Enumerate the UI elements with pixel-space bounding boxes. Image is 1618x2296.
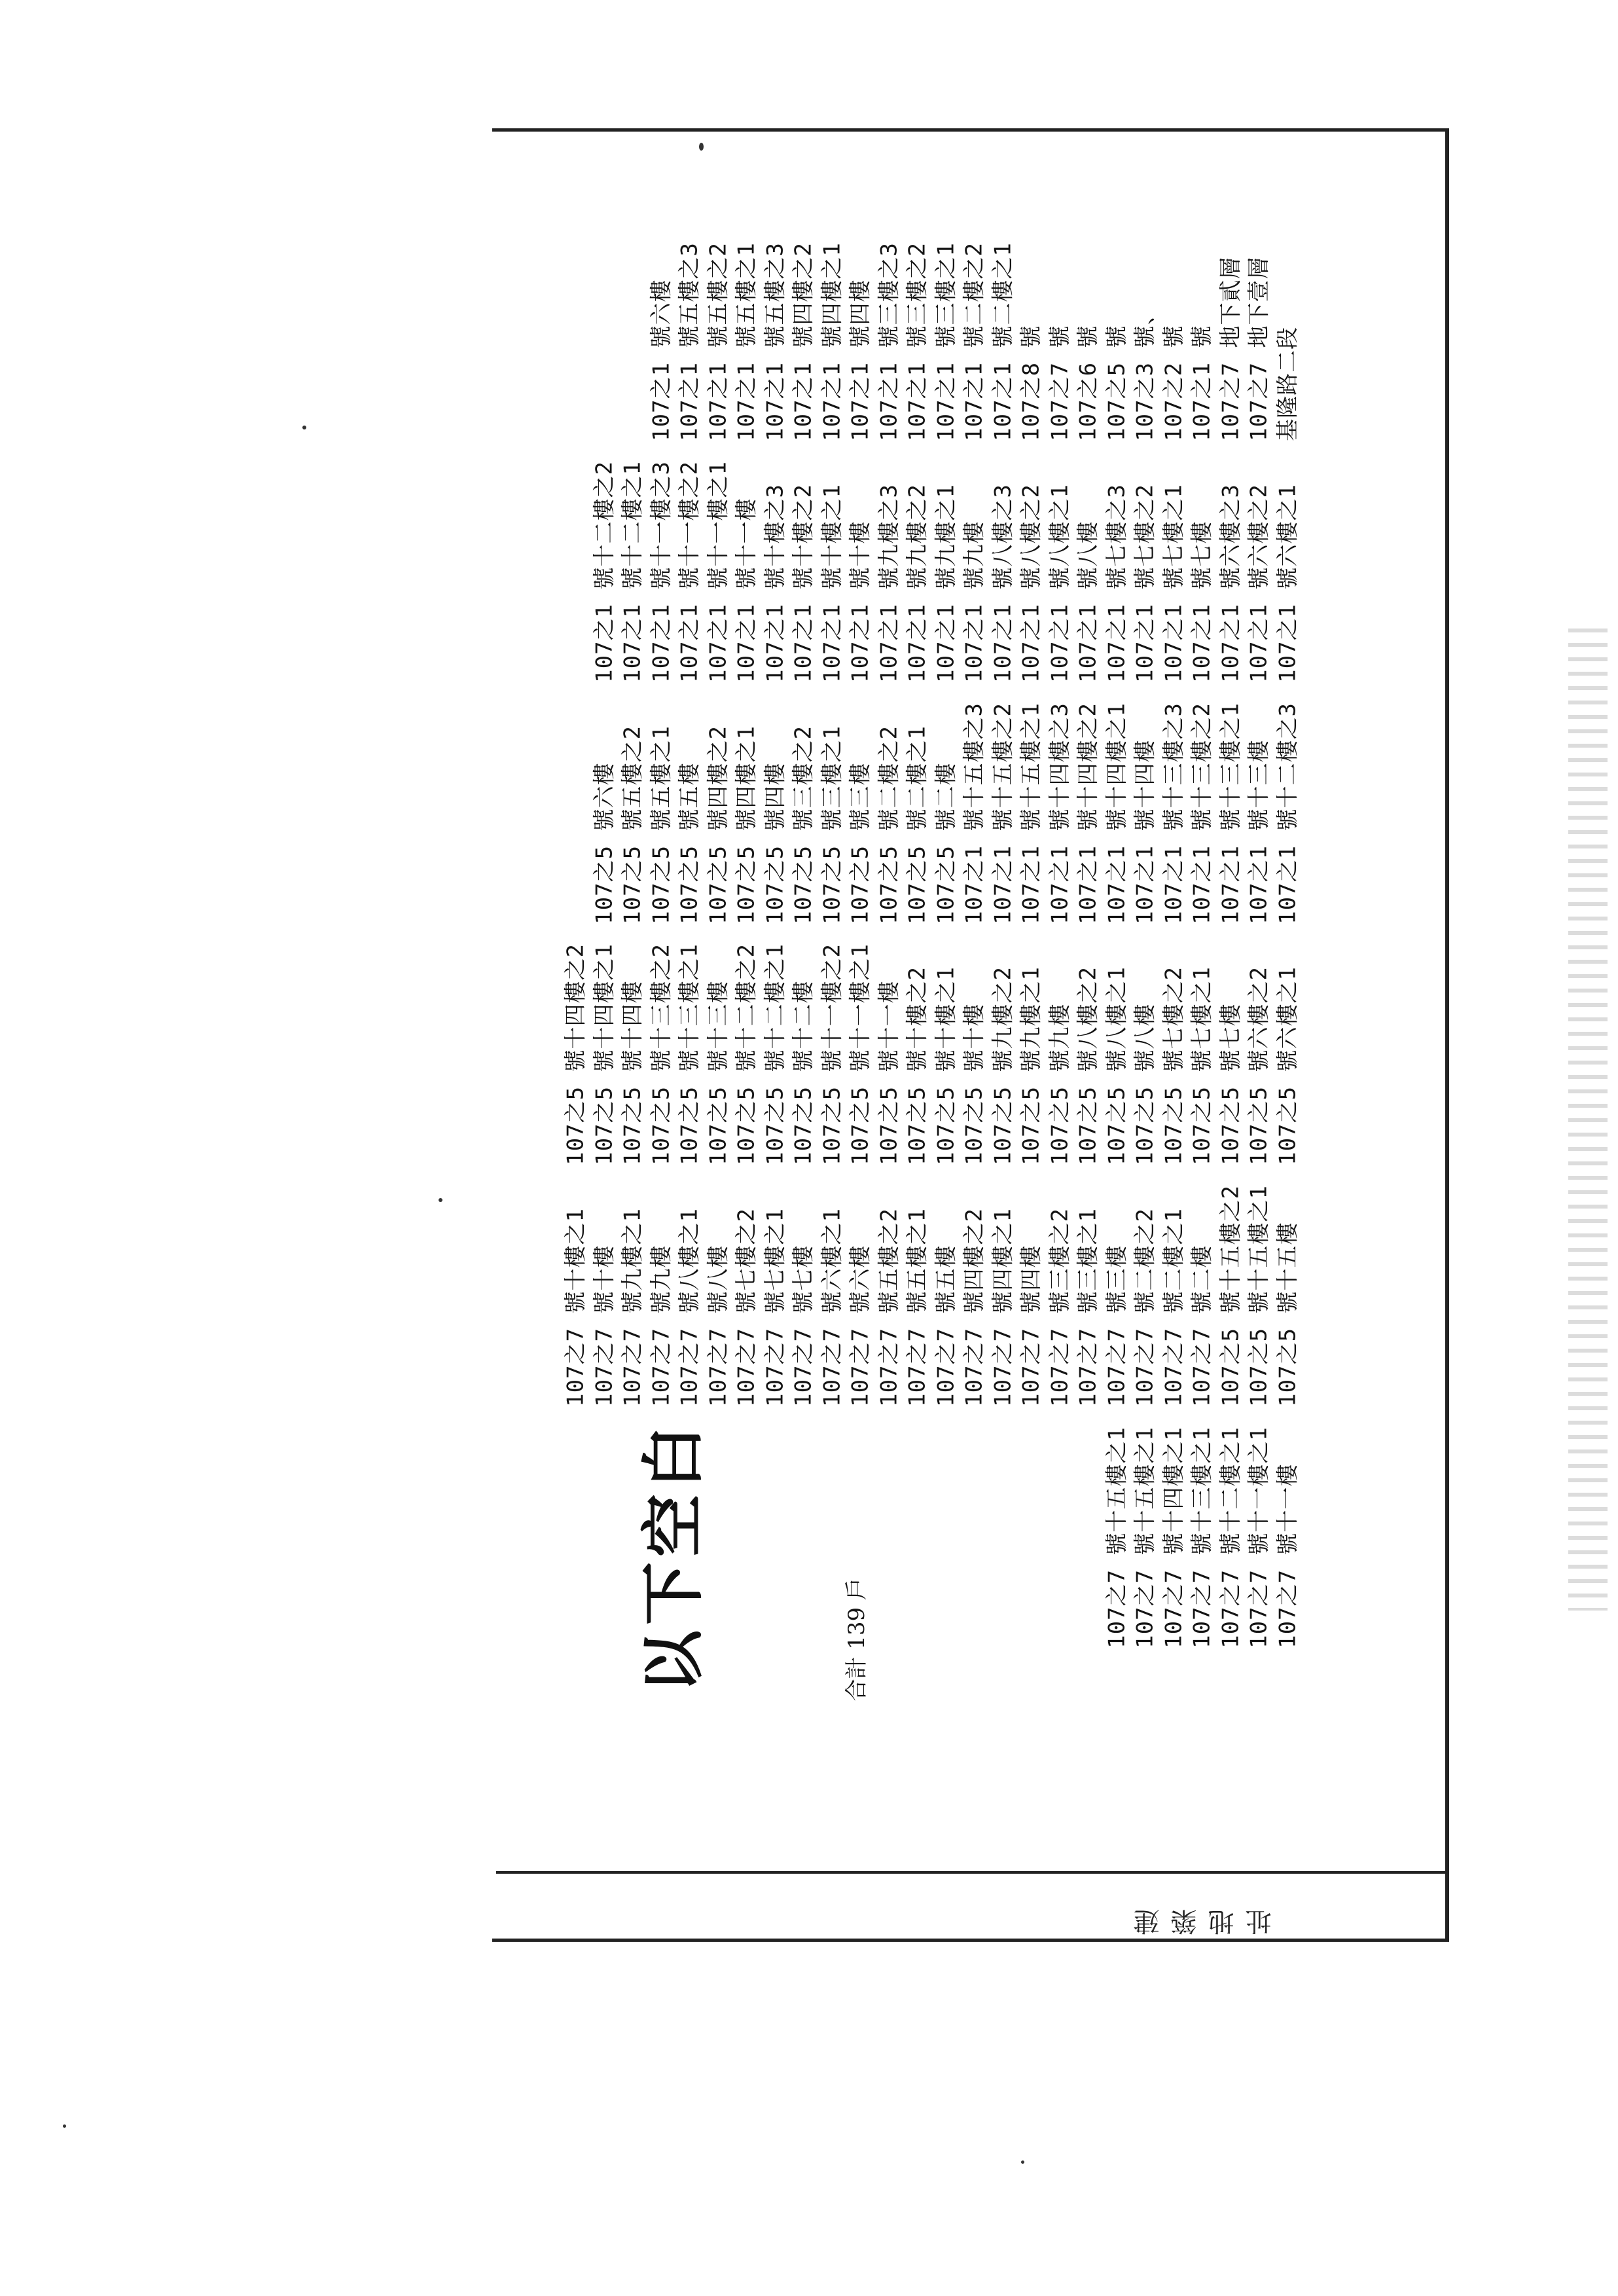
address-line: 107之1 號 — [1189, 325, 1215, 441]
address-line: 107之1 號八樓之3 — [990, 483, 1016, 683]
address-line: 107之7 號十三樓之1 — [1189, 1427, 1215, 1649]
footer-label-text: 建築地址 — [1134, 1905, 1276, 1935]
address-line: 107之1 號十一樓之1 — [705, 460, 732, 683]
address-line: 107之1 號十五樓之1 — [1018, 702, 1045, 924]
address-line: 107之7 號三樓之1 — [1075, 1208, 1102, 1408]
address-line: 107之1 號六樓之2 — [1246, 483, 1272, 683]
address-line: 107之1 號三樓之2 — [905, 242, 931, 441]
address-line: 107之5 號十三樓 — [705, 980, 732, 1166]
scan-speck — [439, 1198, 442, 1202]
address-line: 107之1 號七樓之1 — [1160, 483, 1187, 683]
address-line: 107之1 號九樓之3 — [876, 483, 903, 683]
address-line: 107之1 號十樓之3 — [762, 483, 789, 683]
address-line: 107之6 號 — [1075, 325, 1102, 441]
address-line: 107之7 號五樓之2 — [876, 1208, 903, 1408]
address-line: 107之7 號三樓之2 — [1047, 1208, 1073, 1408]
address-line: 107之5 號五樓之1 — [648, 725, 675, 924]
address-column — [563, 943, 1303, 1166]
address-line: 107之5 號七樓之2 — [1160, 966, 1187, 1166]
address-line: 107之5 號四樓之1 — [734, 725, 760, 924]
address-line: 107之7 號六樓之1 — [819, 1208, 846, 1408]
address-column — [576, 702, 1303, 924]
address-line: 107之7 號 — [1047, 325, 1073, 441]
address-line: 107之7 號五樓 — [933, 1245, 960, 1408]
address-line: 107之7 號八樓 — [705, 1245, 732, 1408]
address-line: 107之7 號四樓之1 — [990, 1208, 1016, 1408]
address-line: 107之1 號二樓之2 — [962, 242, 988, 441]
address-line: 107之7 號十一樓 — [1274, 1463, 1301, 1649]
address-line: 107之5 號十樓之2 — [905, 966, 931, 1166]
address-line: 107之7 號十二樓之1 — [1217, 1427, 1244, 1649]
handwritten-blank-note: 以下空白 — [636, 1421, 710, 1693]
address-line: 107之5 號十二樓之1 — [762, 943, 789, 1166]
address-line: 107之1 號五樓之3 — [762, 242, 789, 441]
address-line: 107之1 號十四樓之3 — [1047, 702, 1073, 924]
address-line: 107之5 號十五樓 — [1274, 1222, 1301, 1408]
address-line: 107之1 號四樓之2 — [791, 242, 817, 441]
address-line: 107之1 號七樓之2 — [1132, 483, 1159, 683]
total-units: 合計 139 戶 — [844, 1578, 870, 1702]
address-line: 107之3 號、 — [1132, 302, 1159, 441]
address-line: 107之1 號十三樓之1 — [1217, 702, 1244, 924]
address-line: 107之7 號三樓 — [1104, 1245, 1130, 1408]
address-line: 107之7 號四樓 — [1018, 1245, 1045, 1408]
address-line: 107之1 號四樓之1 — [819, 242, 846, 441]
address-line: 107之5 號五樓之2 — [620, 725, 646, 924]
address-line: 107之5 號二樓之2 — [876, 725, 903, 924]
address-line: 107之5 號二樓 — [933, 762, 960, 924]
address-line: 107之7 號十五樓之1 — [1132, 1427, 1159, 1649]
address-line: 107之8 號 — [1018, 325, 1045, 441]
address-line: 107之1 號十三樓 — [1246, 739, 1272, 924]
address-line: 107之1 號十四樓之1 — [1104, 702, 1130, 924]
footer-label — [1126, 1876, 1283, 1935]
address-line: 107之7 號四樓之2 — [962, 1208, 988, 1408]
address-line: 107之1 號七樓 — [1189, 520, 1215, 683]
address-table-rotated — [563, 242, 1303, 1807]
scan-speck — [699, 143, 704, 151]
address-line: 107之5 號八樓之2 — [1075, 966, 1102, 1166]
address-line: 107之5 號十四樓之1 — [591, 943, 618, 1166]
address-line: 基隆路二段 — [1274, 326, 1301, 441]
address-line: 107之1 號十五樓之3 — [962, 702, 988, 924]
scan-edge-noise — [1568, 629, 1608, 1611]
address-line: 107之1 號十樓 — [848, 520, 874, 683]
address-line: 107之1 號六樓 — [648, 279, 675, 441]
address-line: 107之1 號十三樓之2 — [1189, 702, 1215, 924]
address-line: 107之2 號 — [1160, 325, 1187, 441]
address-line: 107之1 號二樓之1 — [990, 242, 1016, 441]
address-line: 107之1 號七樓之3 — [1104, 483, 1130, 683]
address-line: 107之1 號十四樓 — [1132, 739, 1159, 924]
address-line: 107之5 號十一樓之1 — [848, 943, 874, 1166]
address-line: 107之1 號十二樓之3 — [1274, 702, 1301, 924]
address-line: 107之1 號十樓之1 — [819, 483, 846, 683]
address-line: 107之5 號八樓 — [1132, 1003, 1159, 1166]
address-line: 107之7 地下貳層 — [1217, 256, 1244, 441]
address-line: 107之7 號七樓 — [791, 1245, 817, 1408]
scan-speck — [1021, 2160, 1024, 2164]
address-line: 107之1 號九樓 — [962, 520, 988, 683]
address-line: 107之7 號二樓之1 — [1160, 1208, 1187, 1408]
address-line: 107之7 號九樓 — [648, 1245, 675, 1408]
address-line: 107之1 號八樓 — [1075, 520, 1102, 683]
address-line: 107之1 號九樓之1 — [933, 483, 960, 683]
address-line: 107之7 號十一樓之1 — [1246, 1427, 1272, 1649]
address-line: 107之5 號十二樓之2 — [734, 943, 760, 1166]
address-line: 107之5 號十五樓之2 — [1217, 1185, 1244, 1408]
address-line: 107之1 號八樓之1 — [1047, 483, 1073, 683]
address-column — [563, 1185, 1303, 1408]
address-line: 107之7 號七樓之2 — [734, 1208, 760, 1408]
address-line: 107之5 號四樓之2 — [705, 725, 732, 924]
address-line: 107之5 號十四樓之2 — [563, 943, 589, 1166]
address-line: 107之1 號十一樓之3 — [648, 460, 675, 683]
address-line: 107之7 號七樓之1 — [762, 1208, 789, 1408]
address-line: 107之1 號十三樓之3 — [1160, 702, 1187, 924]
address-line: 107之5 號三樓之1 — [819, 725, 846, 924]
address-line: 107之5 號七樓之1 — [1189, 966, 1215, 1166]
address-line: 107之5 號六樓 — [591, 762, 618, 924]
address-line: 107之7 號十四樓之1 — [1160, 1427, 1187, 1649]
address-line: 107之5 號十樓 — [962, 1003, 988, 1166]
address-line: 107之7 號九樓之1 — [620, 1208, 646, 1408]
address-line: 107之5 號九樓之1 — [1018, 966, 1045, 1166]
address-line: 107之5 號十一樓之2 — [819, 943, 846, 1166]
address-line: 107之7 號五樓之1 — [905, 1208, 931, 1408]
address-line: 107之1 號三樓之1 — [933, 242, 960, 441]
address-line: 107之1 號五樓之2 — [705, 242, 732, 441]
address-line: 107之1 號四樓 — [848, 279, 874, 441]
address-line: 107之5 號三樓 — [848, 762, 874, 924]
address-line: 107之1 號九樓之2 — [905, 483, 931, 683]
address-line: 107之1 號十二樓之1 — [620, 460, 646, 683]
address-line: 107之5 號十一樓 — [876, 980, 903, 1166]
address-line: 107之5 號五樓 — [677, 762, 703, 924]
address-line: 107之1 號十二樓之2 — [591, 460, 618, 683]
address-line: 107之1 號五樓之3 — [677, 242, 703, 441]
address-line: 107之5 號 — [1104, 325, 1130, 441]
address-line: 107之7 號二樓 — [1189, 1245, 1215, 1408]
address-line: 107之1 號十五樓之2 — [990, 702, 1016, 924]
address-line: 107之1 號十樓之2 — [791, 483, 817, 683]
address-line: 107之1 號五樓之1 — [734, 242, 760, 441]
address-line: 107之5 號十五樓之1 — [1246, 1185, 1272, 1408]
scan-speck — [302, 426, 306, 429]
address-line: 107之5 號十樓之1 — [933, 966, 960, 1166]
address-line: 107之1 號十一樓之2 — [677, 460, 703, 683]
address-line: 107之5 號四樓 — [762, 762, 789, 924]
address-line: 107之1 號六樓之1 — [1274, 483, 1301, 683]
address-line: 107之7 號十樓之1 — [563, 1208, 589, 1408]
address-column — [576, 242, 1303, 441]
address-line: 107之7 號十五樓之1 — [1104, 1427, 1130, 1649]
address-column — [576, 461, 1303, 683]
address-line: 107之5 號二樓之1 — [905, 725, 931, 924]
address-line: 107之5 號十三樓之1 — [677, 943, 703, 1166]
address-line: 107之1 號三樓之3 — [876, 242, 903, 441]
address-line: 107之7 號二樓之2 — [1132, 1208, 1159, 1408]
address-line: 107之7 地下壹層 — [1246, 256, 1272, 441]
header-rule — [496, 1871, 1445, 1874]
address-line: 107之7 號八樓之1 — [677, 1208, 703, 1408]
address-line: 107之5 號八樓之1 — [1104, 966, 1130, 1166]
address-line: 107之1 號六樓之3 — [1217, 483, 1244, 683]
address-line: 107之1 號十四樓之2 — [1075, 702, 1102, 924]
address-line: 107之7 號六樓 — [848, 1245, 874, 1408]
address-table — [563, 242, 1303, 1807]
scan-speck — [63, 2124, 66, 2128]
address-line: 107之7 號十樓 — [591, 1245, 618, 1408]
address-line: 107之5 號三樓之2 — [791, 725, 817, 924]
address-line: 107之5 號十三樓之2 — [648, 943, 675, 1166]
address-line: 107之1 號八樓之2 — [1018, 483, 1045, 683]
address-line: 107之1 號十一樓 — [734, 498, 760, 683]
address-line: 107之5 號六樓之1 — [1274, 966, 1301, 1166]
address-line: 107之5 號十四樓 — [620, 980, 646, 1166]
address-line: 107之5 號六樓之2 — [1246, 966, 1272, 1166]
address-line: 107之5 號九樓之2 — [990, 966, 1016, 1166]
address-line: 107之5 號十二樓 — [791, 980, 817, 1166]
address-line: 107之5 號九樓 — [1047, 1003, 1073, 1166]
address-line: 107之5 號七樓 — [1217, 1003, 1244, 1166]
